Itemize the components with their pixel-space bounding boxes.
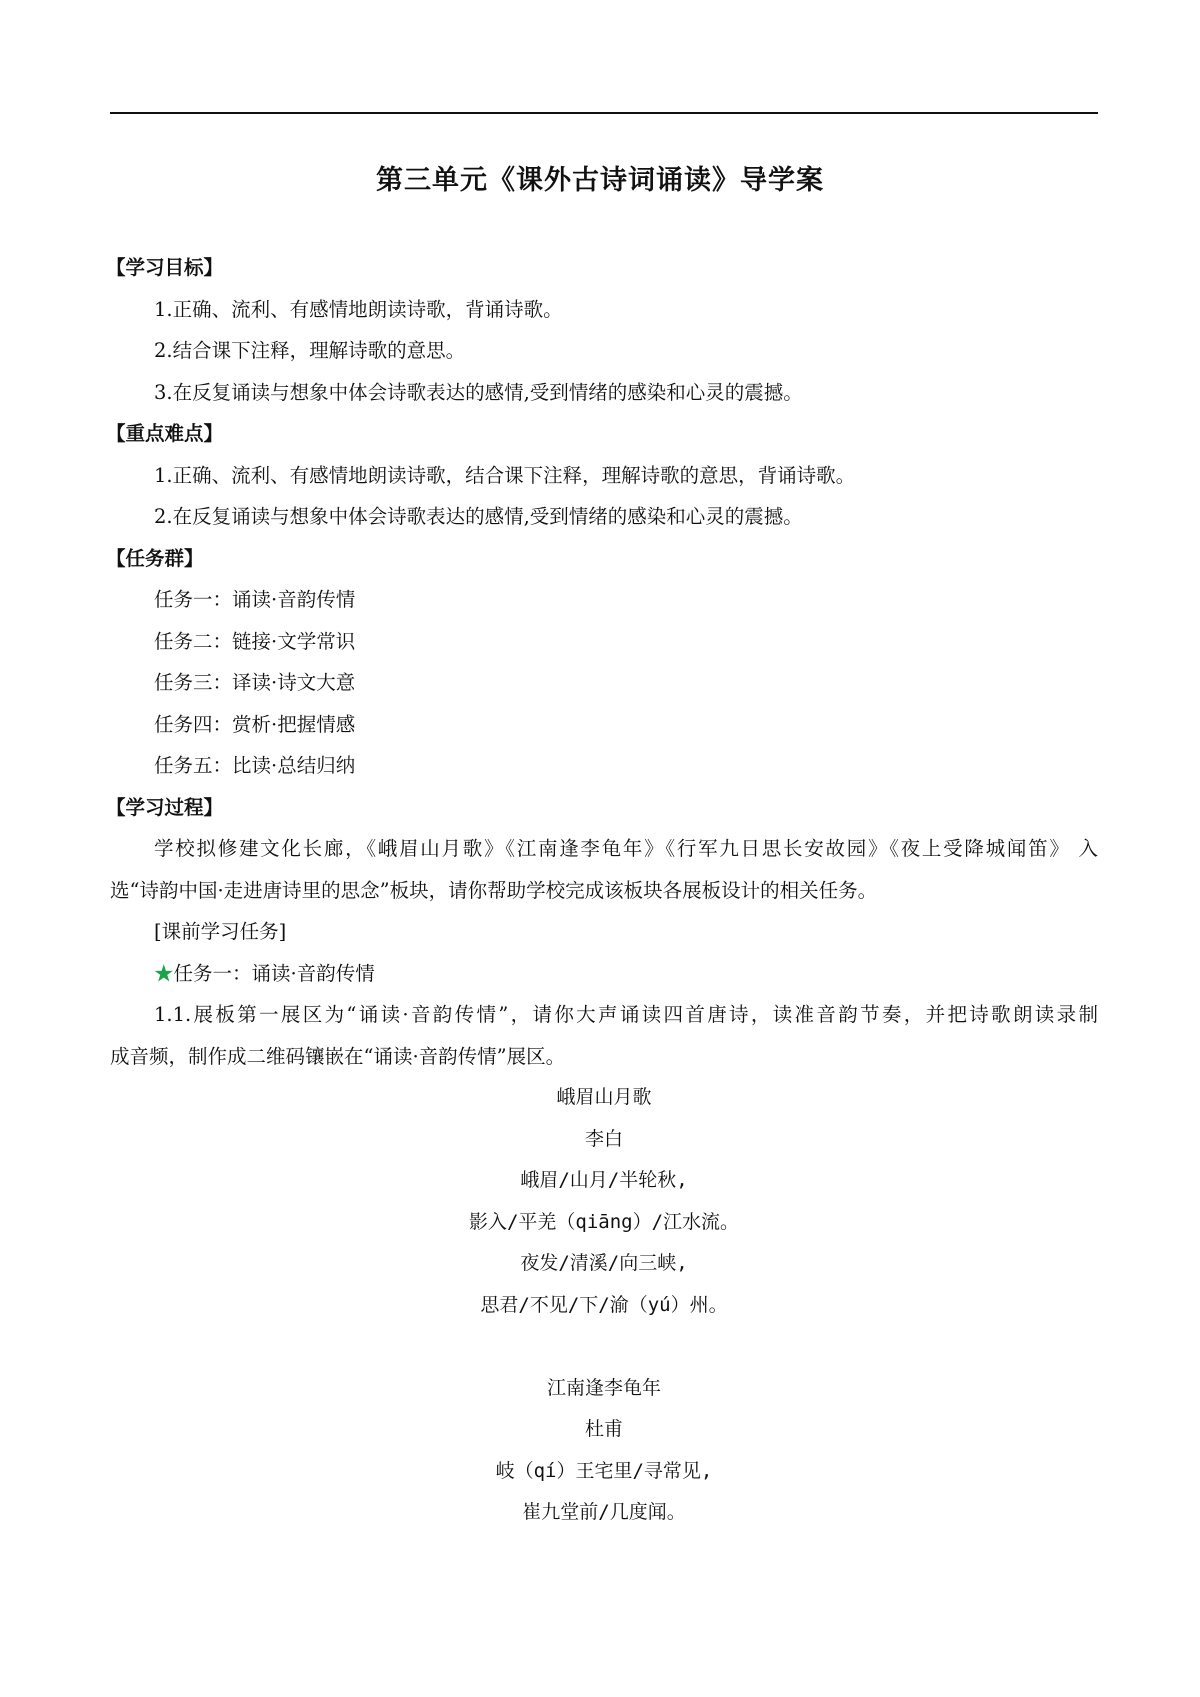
tasks-heading: 【任务群】 — [106, 546, 204, 570]
poem-spacer — [110, 1326, 1098, 1368]
task1-desc-line: 1.1.展板第一展区为“诵读·音韵传情”，请你大声诵读四首唐诗，读准音韵节奏，并把诗歌朗读录制 — [154, 1003, 1098, 1026]
process-intro-line: 学校拟修建文化长廊，《峨眉山月歌》《江南逢李龟年》《行军九日思长安故园》《夜上受降城闻笛》 入 — [154, 837, 1098, 860]
process-intro-line: 选“诗韵中国·走进唐诗里的思念”板块，请你帮助学校完成该板块各展板设计的相关任务。 — [110, 878, 878, 902]
task1-heading — [110, 953, 1098, 995]
task1-title: 任务一：诵读·音韵传情 — [173, 961, 375, 985]
objectives-heading: 【学习目标】 — [106, 256, 224, 279]
task-item: 任务五：比读·总结归纳 — [154, 754, 356, 777]
poem-line: 岐（qí）王宅里/寻常见, — [495, 1459, 713, 1482]
key-points-heading: 【重点难点】 — [106, 422, 224, 445]
objective-item: 2.结合课下注释，理解诗歌的意思。 — [154, 339, 466, 362]
task-item: 任务二：链接·文学常识 — [154, 629, 356, 653]
poem-line: 夜发/清溪/向三峡, — [520, 1252, 688, 1274]
poem-line: 思君/不见/下/渝（yú）州。 — [480, 1293, 728, 1316]
key-point-item: 1.正确、流利、有感情地朗读诗歌，结合课下注释，理解诗歌的意思，背诵诗歌。 — [154, 463, 856, 487]
poem-line: 崔九堂前/几度闻。 — [522, 1501, 686, 1523]
poem-line: 影入/平羌（qiāng）/江水流。 — [468, 1210, 740, 1233]
task-item: 任务三：译读·诗文大意 — [154, 671, 356, 694]
poem-title: 峨眉山月歌 — [556, 1086, 652, 1108]
poem-author: 杜甫 — [584, 1418, 623, 1440]
poem-block — [110, 1368, 1098, 1534]
document-body — [106, 247, 1098, 1534]
header-rule — [110, 112, 1098, 114]
page-title: 第三单元《课外古诗词诵读》导学案 — [376, 165, 824, 196]
poem-title: 江南逢李龟年 — [546, 1376, 661, 1399]
star-icon: ★ — [154, 961, 174, 985]
key-point-item: 2.在反复诵读与想象中体会诗歌表达的感情,受到情绪的感染和心灵的震撼。 — [154, 505, 803, 528]
process-heading: 【学习过程】 — [106, 795, 224, 819]
task-item: 任务一：诵读·音韵传情 — [154, 588, 356, 611]
task1-desc-line: 成音频，制作成二维码镶嵌在“诵读·音韵传情”展区。 — [110, 1044, 566, 1068]
task-item: 任务四：赏析·把握情感 — [154, 712, 356, 736]
objective-item: 3.在反复诵读与想象中体会诗歌表达的感情,受到情绪的感染和心灵的震撼。 — [154, 380, 803, 404]
poem-line: 峨眉/山月/半轮秋, — [520, 1169, 688, 1191]
objective-item: 1.正确、流利、有感情地朗读诗歌，背诵诗歌。 — [154, 297, 563, 321]
pre-class-label: [课前学习任务] — [154, 920, 287, 943]
poem-author: 李白 — [584, 1127, 623, 1150]
poem-block — [110, 1077, 1098, 1326]
